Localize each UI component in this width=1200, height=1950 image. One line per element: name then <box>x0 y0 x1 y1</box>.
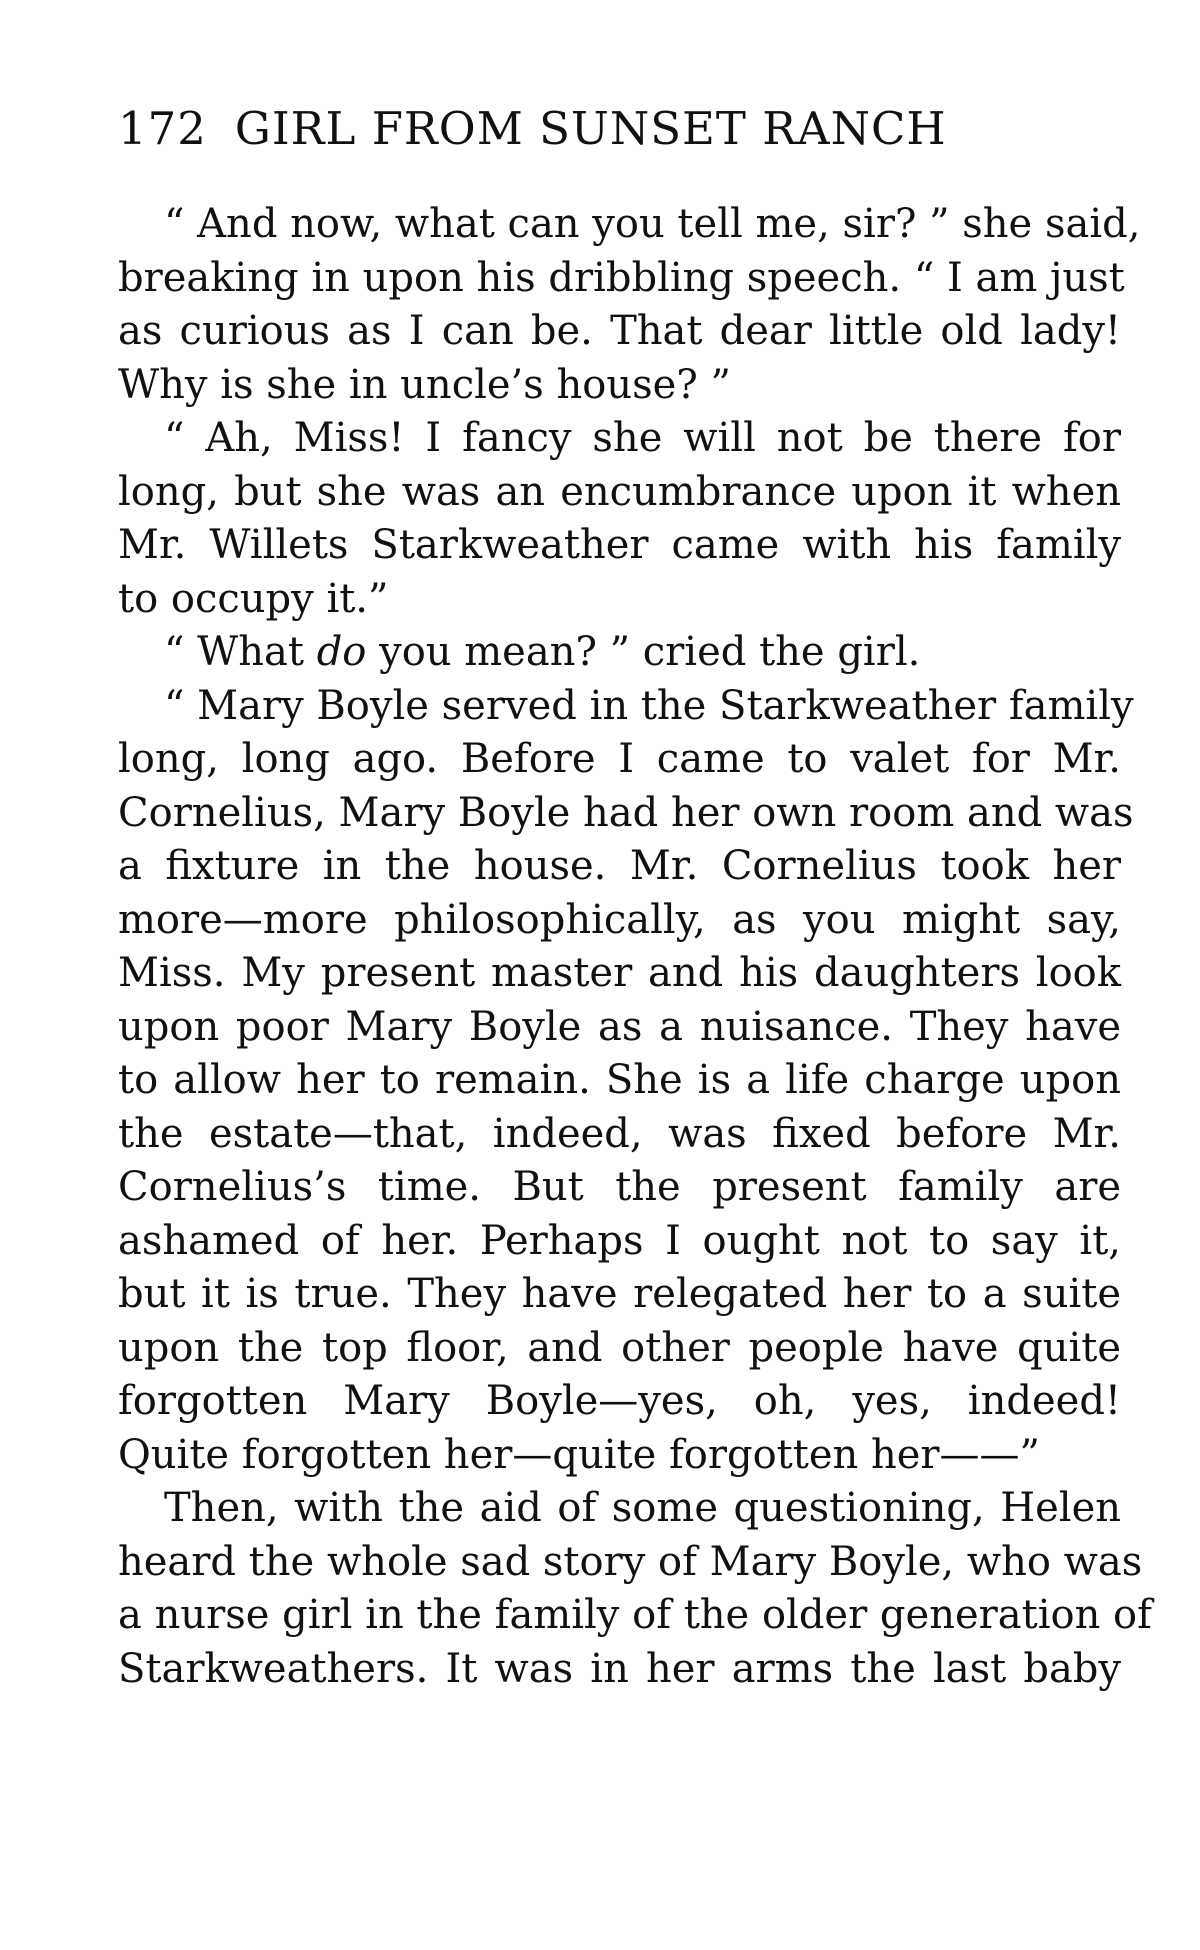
text-line: to occupy it.” <box>118 575 389 622</box>
text-line: “ Ah, Miss! I fancy she will not be there for <box>164 415 1121 461</box>
text-line: Miss. My present master and his daughters look <box>118 950 1121 996</box>
text-line: upon the top floor, and other people have quite <box>118 1324 1121 1371</box>
text-line: Cornelius’s time. But the present family are <box>118 1164 1121 1210</box>
text-line: a fixture in the house. Mr. Cornelius took her <box>118 843 1121 889</box>
text-line: but it is true. They have relegated her to a suite <box>118 1271 1121 1317</box>
text-line: as curious as I can be. That dear little old lady! <box>118 308 1121 354</box>
text-line: “ And now, what can you tell me, sir? ” she said, <box>164 201 1141 247</box>
text-line: forgotten Mary Boyle—yes, oh, yes, indeed! <box>118 1378 1121 1424</box>
text-line: Quite forgotten her—quite forgotten her——” <box>118 1431 1040 1478</box>
text-line: the estate—that, indeed, was fixed before Mr. <box>118 1110 1121 1157</box>
text-line: upon poor Mary Boyle as a nuisance. They have <box>118 1003 1121 1050</box>
text-line: ashamed of her. Perhaps I ought not to say it, <box>118 1217 1121 1264</box>
text-line: more—more philosophically, as you might say, <box>118 896 1121 943</box>
text-span: “ What <box>164 629 317 675</box>
running-head <box>118 102 1118 162</box>
text-line: a nurse girl in the family of the older generation of <box>118 1592 1152 1638</box>
text-line: Then, with the aid of some questioning, Helen <box>164 1485 1121 1531</box>
text-line-emphasis <box>118 626 1121 680</box>
text-line: heard the whole sad story of Mary Boyle, who was <box>118 1538 1143 1585</box>
text-line: Mr. Willets Starkweather came with his family <box>118 522 1121 568</box>
text-line: Cornelius, Mary Boyle had her own room and was <box>118 789 1134 836</box>
text-line: to allow her to remain. She is a life charge upon <box>118 1057 1121 1103</box>
text-line: “ Mary Boyle served in the Starkweather family <box>164 682 1134 729</box>
running-title: GIRL FROM SUNSET RANCH <box>234 102 947 155</box>
text-line: Why is she in uncle’s house? ” <box>118 361 731 408</box>
text-line: Starkweathers. It was in her arms the last baby <box>118 1645 1121 1692</box>
italic-word: do <box>316 629 367 675</box>
text-line: breaking in upon his dribbling speech. “ I am just <box>118 254 1125 301</box>
text-span: you mean? ” cried the girl. <box>366 629 921 675</box>
body-text <box>118 198 1152 1696</box>
text-line: long, but she was an encumbrance upon it when <box>118 468 1121 515</box>
text-line: long, long ago. Before I came to valet for Mr. <box>118 736 1121 782</box>
page-number: 172 <box>118 102 207 155</box>
